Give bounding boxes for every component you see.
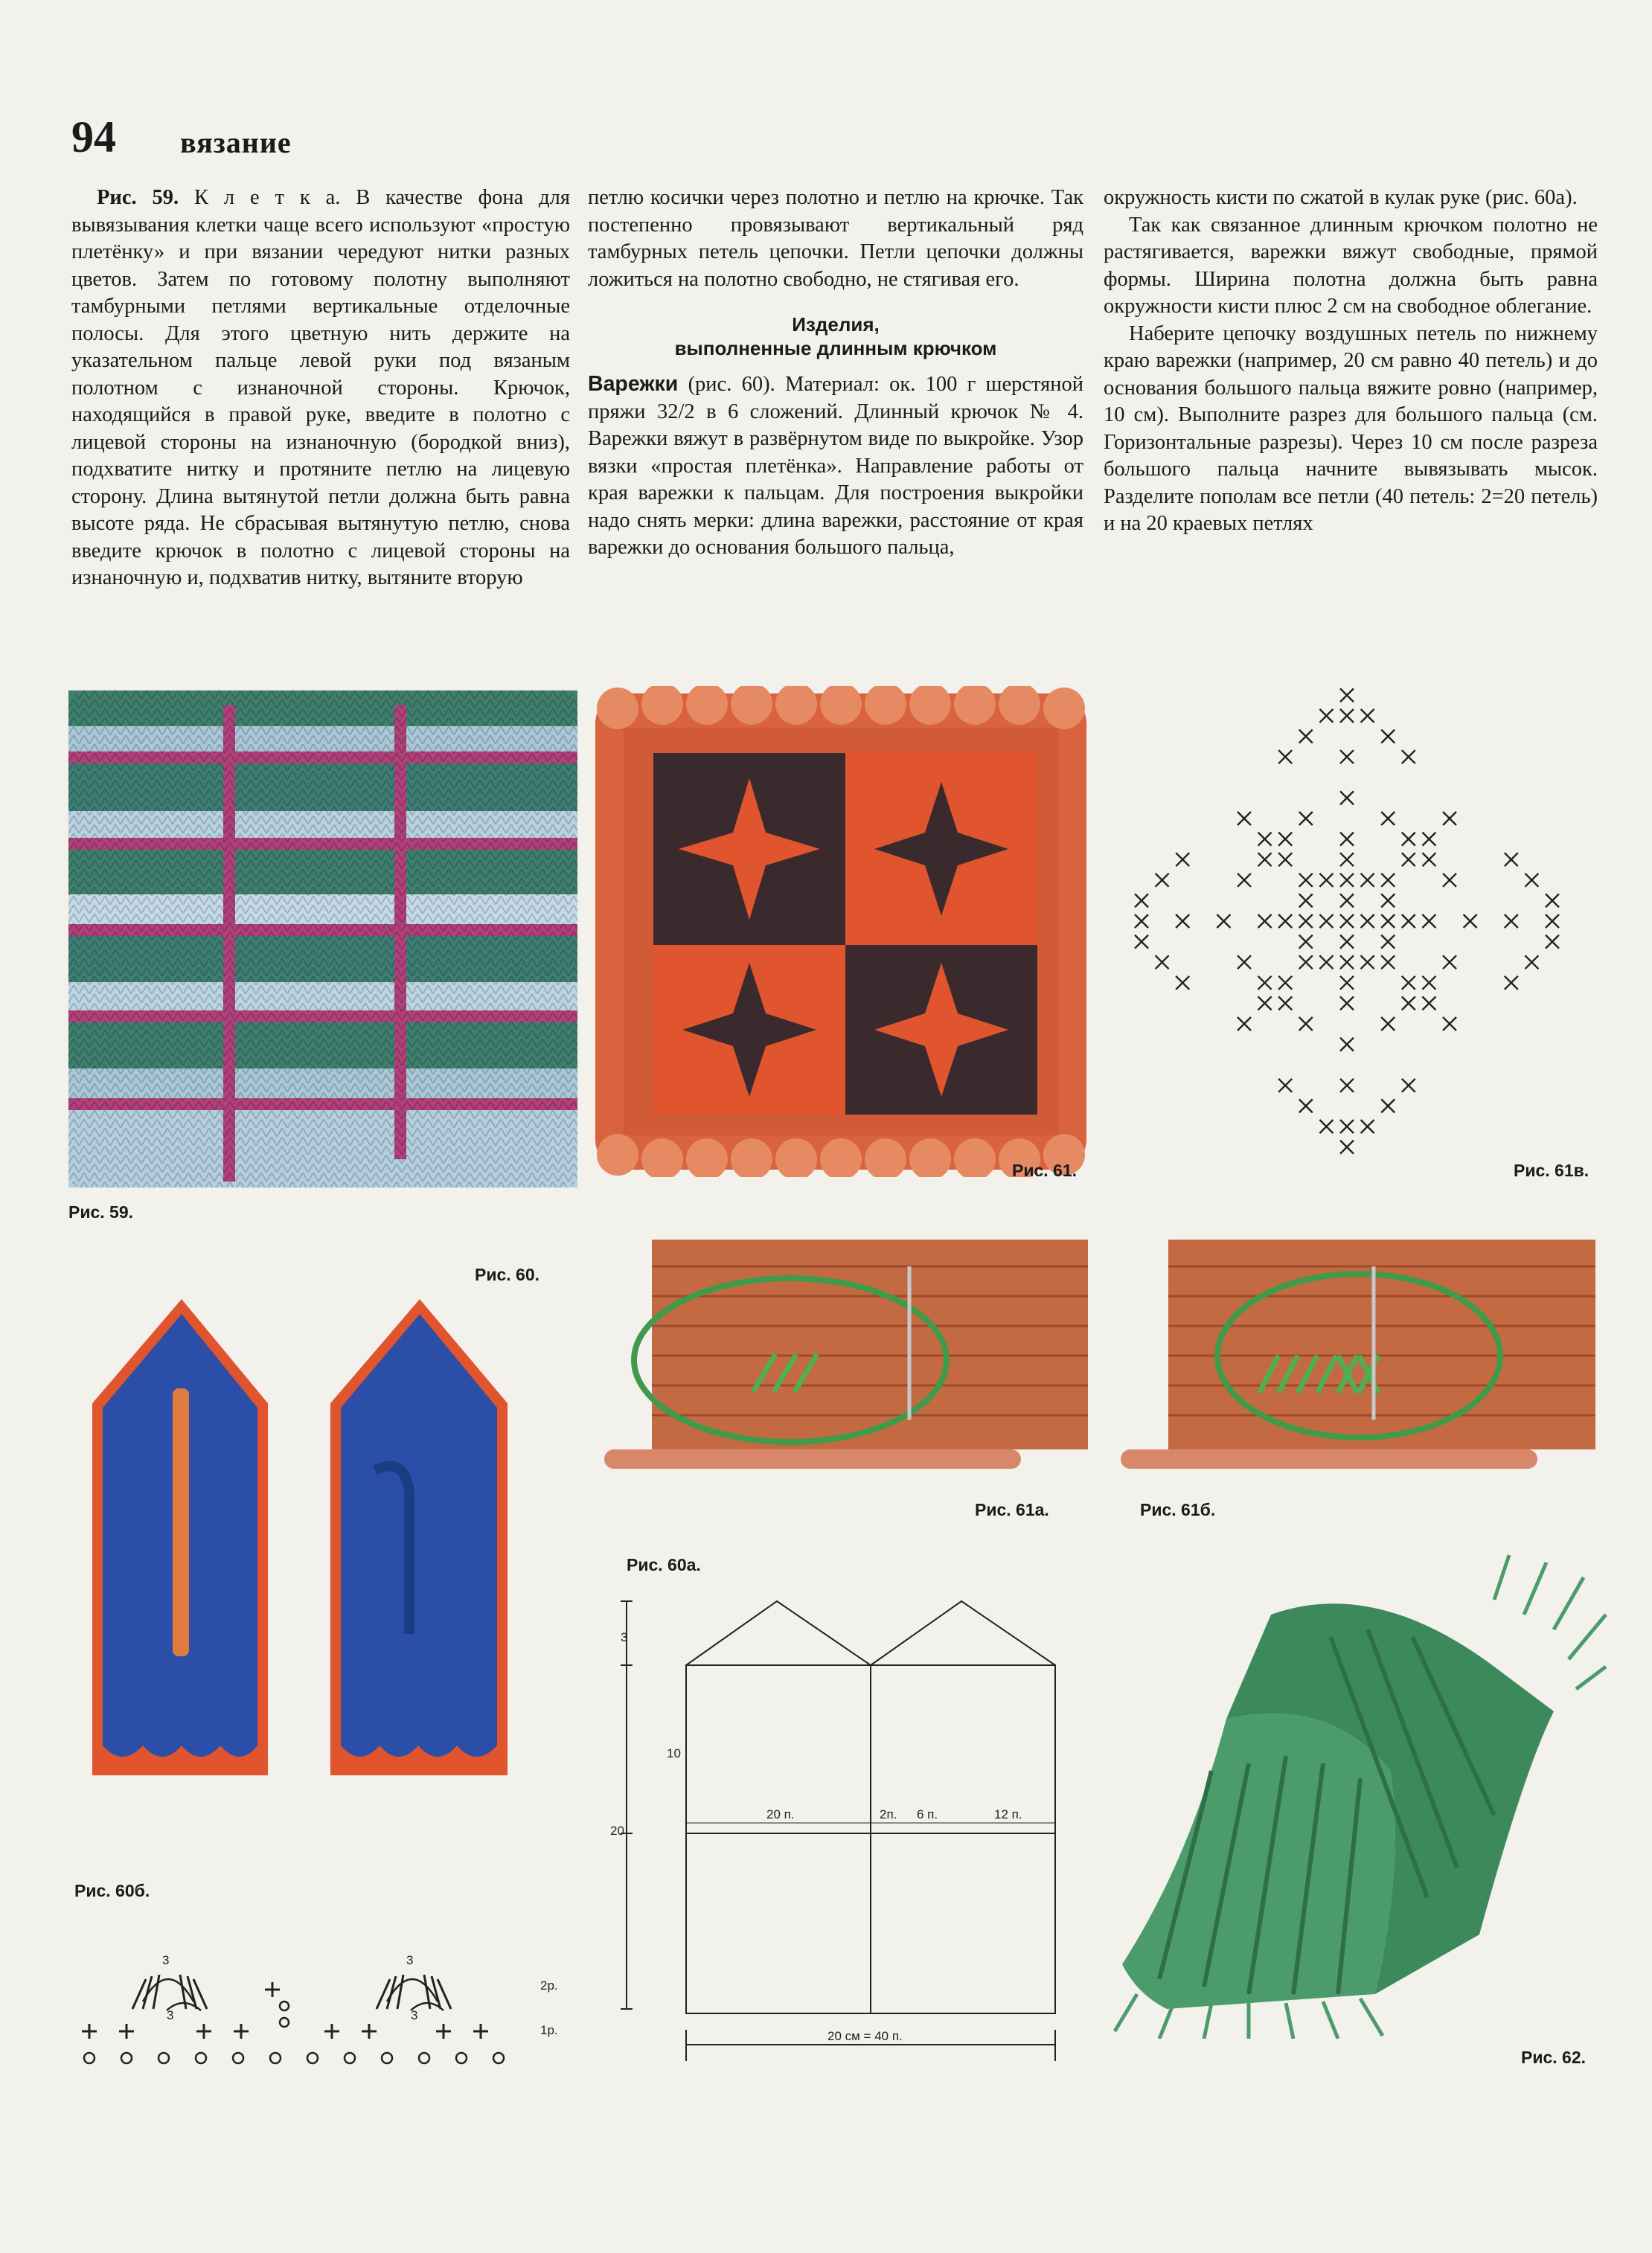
- cross-stitch-mark: [1340, 1141, 1354, 1154]
- embroidery-b-image: [1106, 1237, 1600, 1482]
- cross-stitch-mark: [1443, 955, 1456, 969]
- cross-stitch-mark: [1464, 914, 1477, 928]
- cross-stitch-mark: [1443, 812, 1456, 825]
- text-column-3: [1104, 185, 1598, 538]
- products-heading: [588, 313, 1083, 360]
- cross-stitch-mark: [1525, 874, 1538, 887]
- figure-59-plaid-swatch: [68, 690, 577, 1188]
- cross-stitch-mark: [1546, 935, 1559, 949]
- cross-stitch-mark: [1299, 1099, 1313, 1112]
- dim-2p: 2п.: [880, 1807, 897, 1821]
- dim-3: 3: [621, 1630, 628, 1644]
- cross-stitch-mark: [1381, 1099, 1395, 1112]
- paragraph-free-mittens: Так как связанное длинным крючком полотно не растягивается, варежки вяжут свободные, прямой формы. Ширина полотна должна быть равна окружности кисти плюс 2 см на свободное облегание.: [1104, 213, 1598, 318]
- cross-stitch-mark: [1319, 914, 1333, 928]
- potholder-image: [588, 686, 1094, 1177]
- dim-20: 20: [610, 1824, 624, 1838]
- cross-stitch-mark: [1278, 1079, 1292, 1092]
- cross-stitch-mark: [1402, 750, 1415, 763]
- cross-stitch-mark: [1546, 914, 1559, 928]
- cross-stitch-mark: [1156, 955, 1169, 969]
- cross-stitch-mark: [1381, 812, 1395, 825]
- cross-stitch-mark: [1299, 874, 1313, 887]
- cross-stitch-mark: [1176, 914, 1189, 928]
- chart-arc-3-left-low: 3: [167, 2008, 174, 2022]
- caption-fig60: Рис. 60.: [475, 1265, 540, 1284]
- chart-arc-3-right-low: 3: [411, 2008, 418, 2022]
- cross-stitch-mark: [1505, 976, 1518, 990]
- dim-12p: 12 п.: [994, 1807, 1022, 1821]
- dim-bottom: 20 см = 40 п.: [827, 2029, 903, 2043]
- cross-stitch-mark: [1238, 812, 1251, 825]
- cross-stitch-mark: [1278, 853, 1292, 866]
- cross-stitch-mark: [1340, 750, 1354, 763]
- cross-stitch-mark: [1525, 955, 1538, 969]
- cross-stitch-mark: [1258, 853, 1272, 866]
- figure-60a-pattern: [610, 1585, 1072, 2068]
- mittens-image: [77, 1292, 518, 1805]
- cross-stitch-mark: [1422, 853, 1435, 866]
- cross-stitch-mark: [1135, 935, 1148, 949]
- caption-fig61b: Рис. 61б.: [1140, 1500, 1216, 1519]
- cross-stitch-mark: [1402, 996, 1415, 1010]
- caption-fig59: Рис. 59.: [68, 1202, 134, 1222]
- section-title: вязание: [180, 126, 292, 159]
- cross-stitch-mark: [1340, 853, 1354, 866]
- cross-stitch-mark: [1340, 874, 1354, 887]
- cross-stitch-mark: [1402, 1079, 1415, 1092]
- cross-stitch-mark: [1381, 874, 1395, 887]
- figure-61v-cross-chart: [1116, 683, 1578, 1159]
- cross-stitch-mark: [1422, 914, 1435, 928]
- dim-6p: 6 п.: [917, 1807, 938, 1821]
- cross-stitch-mark: [1361, 955, 1374, 969]
- cross-stitch-mark: [1278, 976, 1292, 990]
- cross-stitch-mark: [1340, 914, 1354, 928]
- cross-stitch-mark: [1319, 874, 1333, 887]
- cross-stitch-mark: [1319, 955, 1333, 969]
- figure-60b-crochet-chart: [71, 1912, 585, 2076]
- products-heading-line1: Изделия,: [792, 313, 880, 336]
- figure-61a-embroidery: [589, 1237, 1092, 1482]
- dim-10: 10: [667, 1746, 681, 1760]
- cross-stitch-mark: [1238, 874, 1251, 887]
- cross-stitch-mark: [1361, 874, 1374, 887]
- cross-stitch-mark: [1340, 791, 1354, 804]
- cross-stitch-mark: [1402, 833, 1415, 846]
- cross-stitch-mark: [1422, 976, 1435, 990]
- cross-stitch-mark: [1340, 955, 1354, 969]
- cross-chart-image: [1116, 683, 1578, 1159]
- cross-stitch-mark: [1361, 914, 1374, 928]
- cross-stitch-mark: [1176, 976, 1189, 990]
- chart-row-2: 2р.: [540, 1978, 558, 1993]
- figure-61b-embroidery: [1106, 1237, 1600, 1482]
- cross-stitch-mark: [1381, 935, 1395, 949]
- cross-stitch-mark: [1402, 853, 1415, 866]
- cross-stitch-mark: [1340, 833, 1354, 846]
- cross-stitch-mark: [1381, 914, 1395, 928]
- caption-fig62: Рис. 62.: [1521, 2048, 1587, 2067]
- figure-62-scarf: [1107, 1548, 1613, 2039]
- cross-stitch-mark: [1381, 894, 1395, 907]
- cross-stitch-mark: [1299, 812, 1313, 825]
- crochet-chart: [71, 1912, 585, 2076]
- cross-stitch-mark: [1361, 709, 1374, 722]
- cross-stitch-mark: [1402, 914, 1415, 928]
- pattern-diagram: [610, 1585, 1072, 2068]
- cross-stitch-mark: [1402, 976, 1415, 990]
- text-column-2: [588, 185, 1083, 562]
- caption-fig61v: Рис. 61в.: [1514, 1161, 1589, 1180]
- cross-stitch-mark: [1156, 874, 1169, 887]
- figure-61-potholder: [588, 686, 1094, 1177]
- chart-arc-3-right: 3: [406, 1953, 414, 1967]
- cross-stitch-mark: [1278, 996, 1292, 1010]
- cross-stitch-mark: [1505, 914, 1518, 928]
- cross-stitch-mark: [1238, 1017, 1251, 1031]
- cross-stitch-mark: [1278, 750, 1292, 763]
- paragraph-continuation: петлю косички через полотно и петлю на крючке. Так постепенно провязывают вертикальный ряд тамбурных петель цепочки. Петли цепочки должны ложиться на полотно свободно, не стягивая его.: [588, 186, 1083, 291]
- cross-stitch-mark: [1299, 1017, 1313, 1031]
- cross-stitch-mark: [1258, 976, 1272, 990]
- paragraph-cast-on: Наберите цепочку воздушных петель по нижнему краю варежки (например, 20 см равно 40 петель) и до основания большого пальца вяжите ровно (например, 10 см). Выполните разрез для большого пальца (см. Горизонтальные разрезы). Через 10 см после разреза большого пальца начните вывязывать мысок. Разделите пополам все петли (40 петель: 2=20 петель) и на 20 краевых петлях: [1104, 321, 1598, 535]
- cross-stitch-mark: [1278, 833, 1292, 846]
- cross-stitch-mark: [1340, 1079, 1354, 1092]
- cross-stitch-mark: [1361, 1120, 1374, 1133]
- cross-stitch-mark: [1258, 833, 1272, 846]
- cross-stitch-mark: [1340, 976, 1354, 990]
- cross-stitch-mark: [1505, 853, 1518, 866]
- cross-stitch-mark: [1340, 996, 1354, 1010]
- cross-stitch-mark: [1319, 1120, 1333, 1133]
- cross-stitch-mark: [1443, 874, 1456, 887]
- cross-stitch-mark: [1340, 1038, 1354, 1051]
- caption-fig60b: Рис. 60б.: [74, 1881, 150, 1900]
- cross-stitch-mark: [1381, 1017, 1395, 1031]
- cross-stitch-mark: [1299, 914, 1313, 928]
- cross-stitch-mark: [1217, 914, 1230, 928]
- cross-stitch-mark: [1546, 894, 1559, 907]
- plaid-swatch-image: [68, 690, 577, 1188]
- cross-stitch-mark: [1135, 914, 1148, 928]
- cross-stitch-mark: [1299, 894, 1313, 907]
- paragraph-mittens: (рис. 60). Материал: ок. 100 г шерстяной пряжи 32/2 в 6 сложений. Длинный крючок № 4. Варежки вяжут в развёрнутом виде по выкройке. Узор вязки «простая плетёнка». Направление работы от края варежки к пальцам. Для построения выкройки надо снять мерки: длина варежки, расстояние от края варежки до основания большого пальца,: [588, 373, 1083, 559]
- caption-fig61: Рис. 61.: [1012, 1161, 1078, 1180]
- caption-fig61a: Рис. 61а.: [975, 1500, 1049, 1519]
- mittens-lead: Варежки: [588, 372, 679, 396]
- cross-stitch-mark: [1340, 894, 1354, 907]
- caption-fig60a: Рис. 60а.: [627, 1555, 701, 1574]
- paragraph-fig59: К л е т к а. В качестве фона для вывязывания клетки чаще всего используют «простую плетёнку» и при вязании чередуют нитки разных цветов. Затем по готовому полотну выполняют тамбурными петлями вертикальные отделочные полосы. Для этого цветную нить держите на указательном пальце левой руки под вязаным полотном с изнаночной стороны. Крючок, находящийся в правой руке, введите в полотно с лицевой стороны на изнаночную (бородкой вниз), подхватите нитку и протяните петлю на лицевую сторону. Длина вытянутой петли должна быть равна высоте ряда. Не сбрасывая вытянутую петлю, снова введите крючок в полотно с лицевой стороны на изнаночную и, подхватив нитку, вытяните вторую: [71, 186, 571, 589]
- cross-stitch-mark: [1135, 894, 1148, 907]
- paragraph-fist: окружность кисти по сжатой в кулак руке (рис. 60а).: [1104, 186, 1578, 209]
- cross-stitch-mark: [1422, 833, 1435, 846]
- cross-stitch-mark: [1381, 955, 1395, 969]
- cross-stitch-mark: [1340, 709, 1354, 722]
- cross-stitch-mark: [1299, 935, 1313, 949]
- cross-stitch-mark: [1340, 688, 1354, 702]
- cross-stitch-mark: [1278, 914, 1292, 928]
- cross-stitch-mark: [1258, 914, 1272, 928]
- cross-stitch-mark: [1258, 996, 1272, 1010]
- page-number: 94: [71, 112, 116, 161]
- cross-stitch-mark: [1422, 996, 1435, 1010]
- cross-stitch-mark: [1443, 1017, 1456, 1031]
- embroidery-a-image: [589, 1237, 1092, 1482]
- products-heading-line2: выполненные длинным крючком: [674, 337, 997, 359]
- figure-ref-59: Рис. 59.: [97, 186, 179, 209]
- cross-stitch-mark: [1299, 955, 1313, 969]
- scarf-image: [1107, 1548, 1613, 2039]
- chart-row-1: 1р.: [540, 2023, 558, 2037]
- text-column-1: [71, 185, 570, 592]
- cross-stitch-mark: [1340, 935, 1354, 949]
- figure-60-mittens: [77, 1292, 518, 1805]
- cross-stitch-mark: [1319, 709, 1333, 722]
- cross-stitch-mark: [1176, 853, 1189, 866]
- cross-stitch-mark: [1381, 730, 1395, 743]
- cross-stitch-mark: [1238, 955, 1251, 969]
- dim-20p: 20 п.: [766, 1807, 795, 1821]
- cross-stitch-mark: [1299, 730, 1313, 743]
- chart-arc-3-left: 3: [162, 1953, 170, 1967]
- cross-stitch-mark: [1340, 1120, 1354, 1133]
